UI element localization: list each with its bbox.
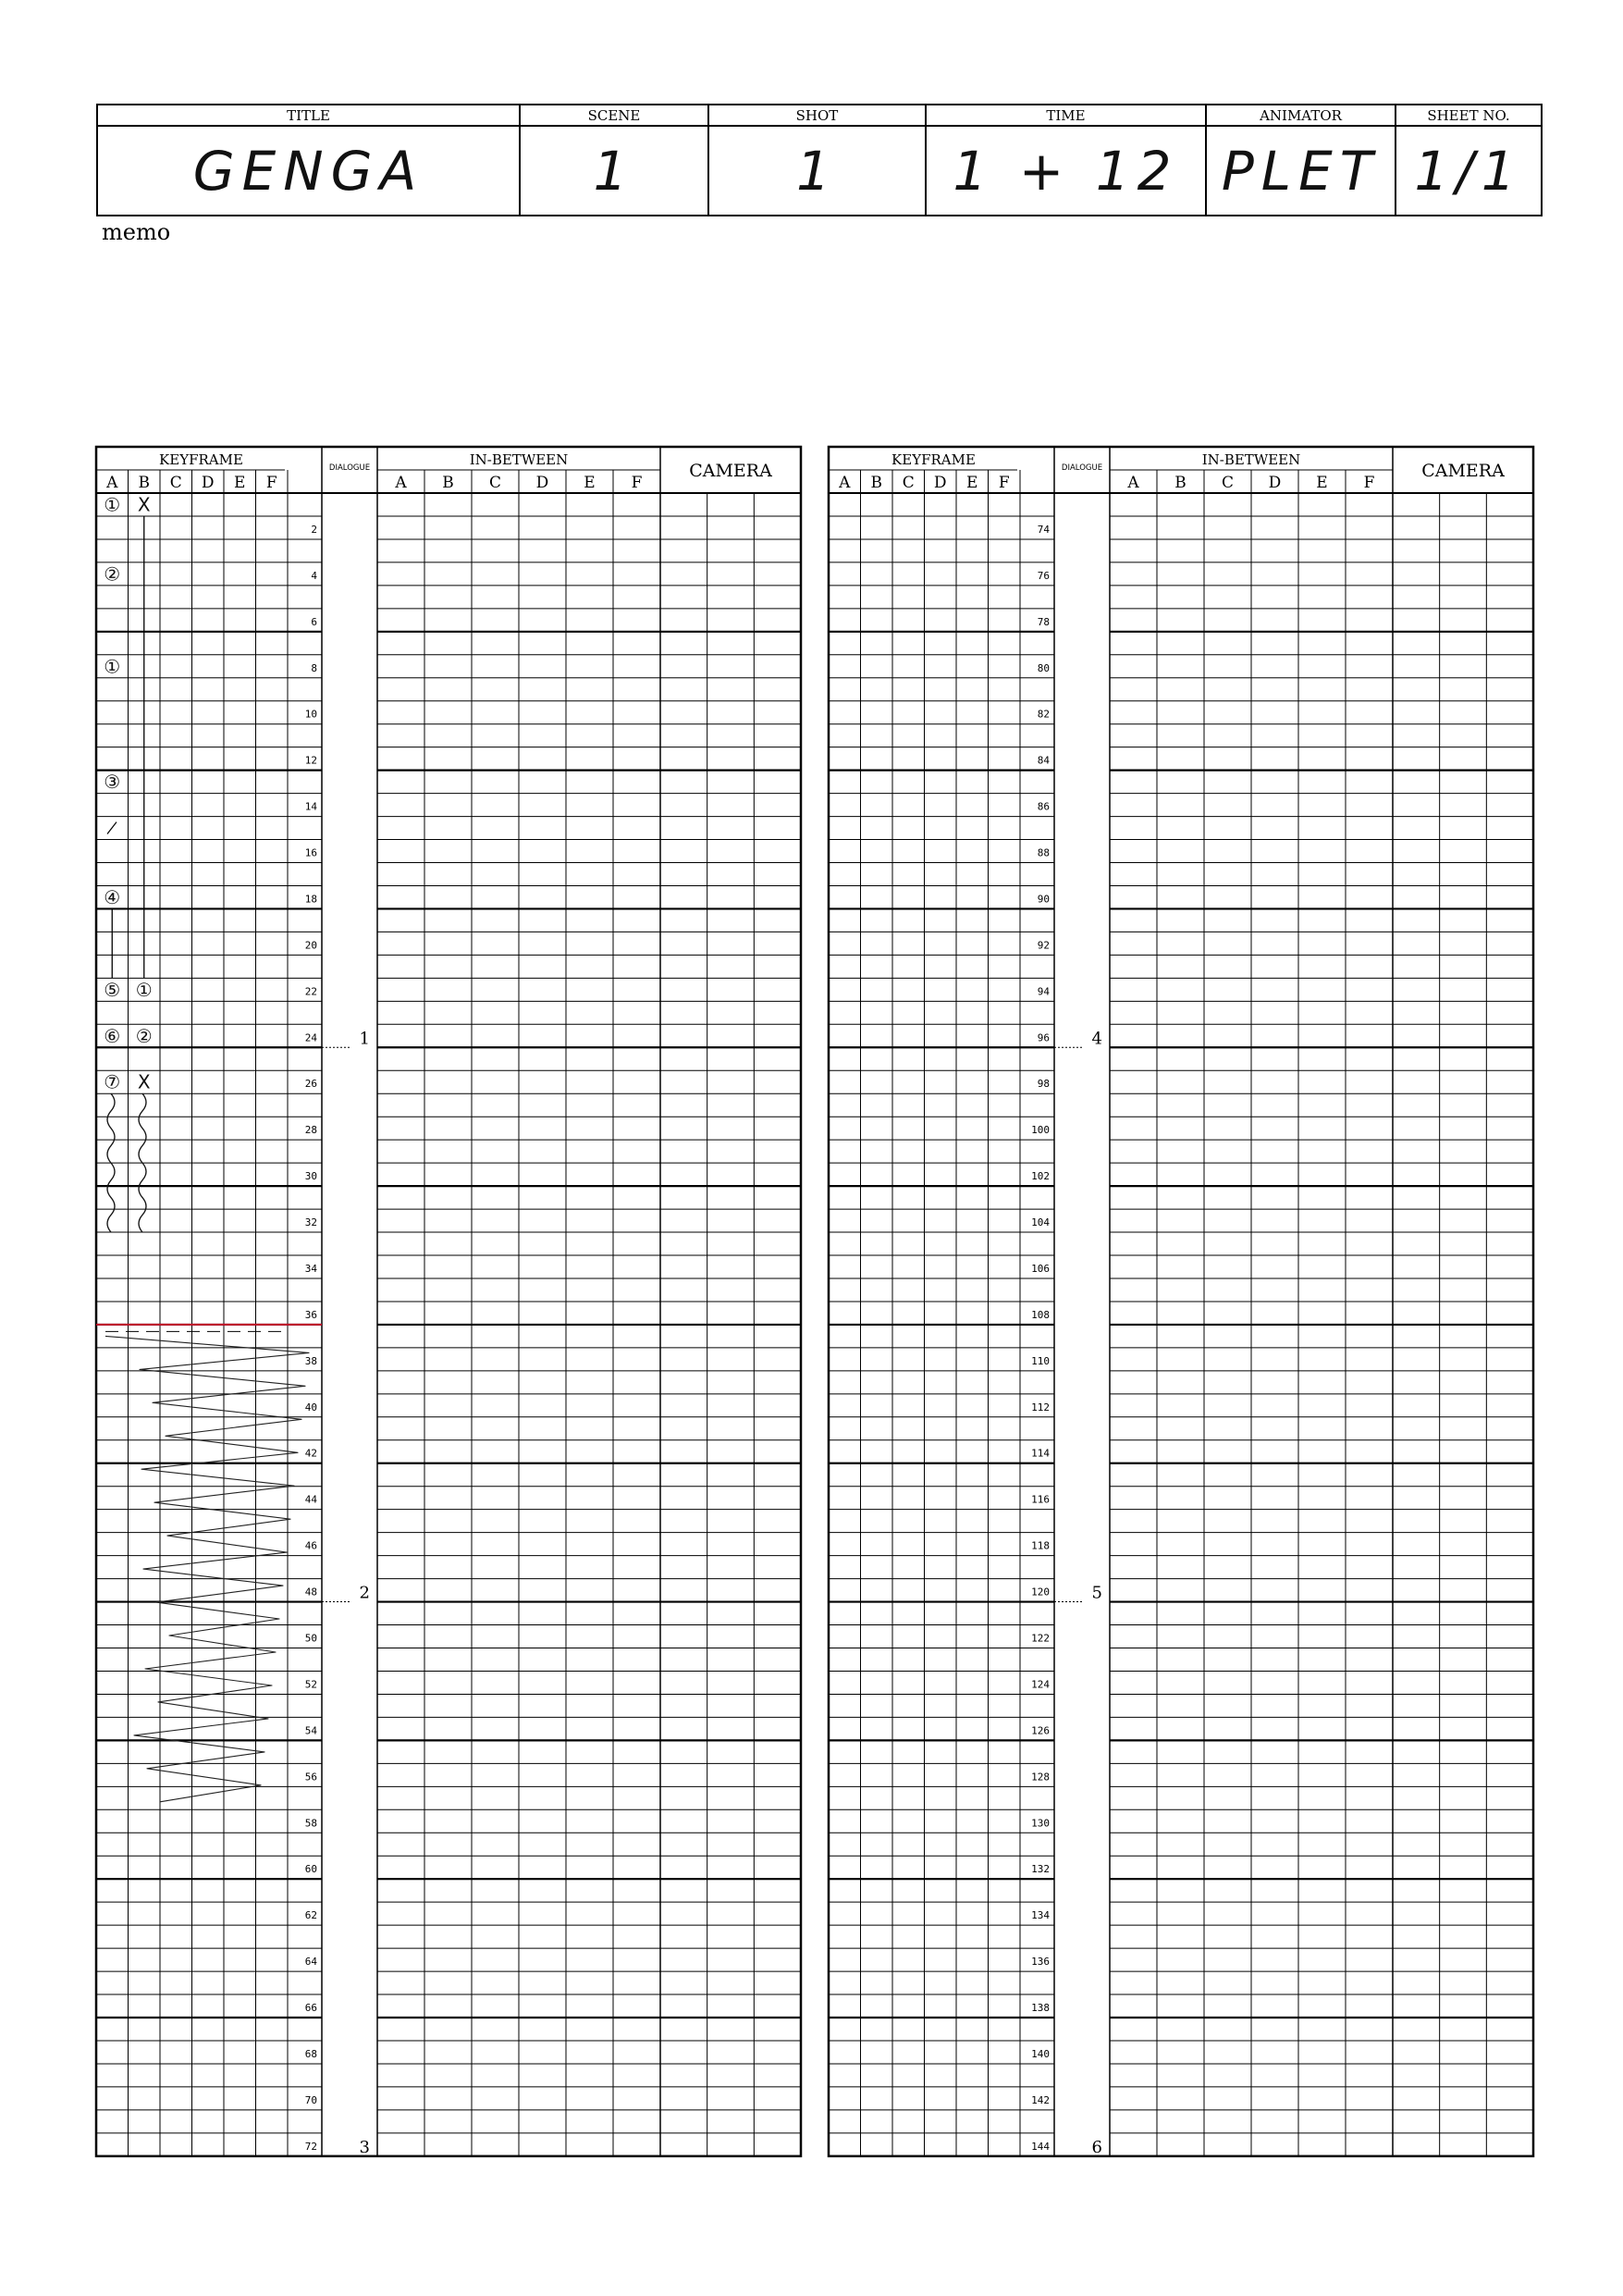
- keyframe-column-letter: A: [839, 474, 851, 492]
- second-marker: 6: [1091, 2137, 1102, 2157]
- keyframe-label: KEYFRAME: [159, 451, 243, 468]
- time-value[interactable]: 1 + 12: [926, 126, 1206, 216]
- frame-number: 64: [304, 1956, 317, 1969]
- keyframe-mark[interactable]: ⑦: [104, 1070, 121, 1093]
- frame-number: 50: [304, 1632, 317, 1645]
- inbetween-column-letter: F: [1363, 474, 1375, 492]
- keyframe-column-letter: F: [998, 474, 1010, 492]
- frame-number: 142: [1031, 2093, 1050, 2106]
- inbetween-column-letter: B: [442, 474, 454, 492]
- frame-number: 14: [304, 800, 317, 813]
- frame-number: 126: [1031, 1724, 1050, 1737]
- frame-number: 104: [1031, 1216, 1050, 1229]
- frame-number: 78: [1037, 615, 1050, 628]
- second-marker: 1: [359, 1029, 370, 1049]
- frame-number: 58: [304, 1817, 317, 1830]
- keyframe-mark[interactable]: ①: [104, 493, 121, 516]
- inbetween-column-letter: C: [1221, 474, 1235, 492]
- frame-number: 124: [1031, 1678, 1050, 1691]
- frame-number: 84: [1037, 754, 1050, 767]
- inbetween-column-letter: E: [1316, 474, 1328, 492]
- frame-number: 98: [1037, 1078, 1050, 1091]
- keyframe-mark[interactable]: X: [137, 493, 151, 516]
- frame-number: 70: [304, 2093, 317, 2106]
- frame-number: 28: [304, 1124, 317, 1137]
- dialogue-label: DIALOGUE: [328, 463, 371, 473]
- frame-number: 118: [1031, 1539, 1050, 1552]
- frame-number: 134: [1031, 1909, 1050, 1922]
- frame-number: 130: [1031, 1817, 1050, 1830]
- sheet-no-value[interactable]: 1/1: [1396, 126, 1542, 216]
- frame-number: 60: [304, 1863, 317, 1876]
- inbetween-column-letter: A: [395, 474, 407, 492]
- frame-number: 42: [304, 1447, 317, 1460]
- frame-number: 112: [1031, 1401, 1050, 1413]
- keyframe-mark[interactable]: ⑥: [104, 1024, 121, 1047]
- frame-number: 110: [1031, 1354, 1050, 1367]
- frame-number: 122: [1031, 1632, 1050, 1645]
- time-label: TIME: [926, 105, 1206, 126]
- frame-number: 76: [1037, 569, 1050, 582]
- inbetween-column-letter: B: [1174, 474, 1187, 492]
- keyframe-mark[interactable]: ②: [135, 1024, 153, 1047]
- frame-number: 94: [1037, 985, 1050, 998]
- frame-number: 92: [1037, 939, 1050, 952]
- scribble-stroke: [105, 1336, 309, 1801]
- scene-value[interactable]: 1: [520, 126, 708, 216]
- frame-number: 18: [304, 893, 317, 906]
- scene-label: SCENE: [520, 105, 708, 126]
- frame-number: 96: [1037, 1031, 1050, 1044]
- keyframe-column-letter: E: [234, 474, 246, 492]
- frame-number: 4: [311, 569, 317, 582]
- frame-number: 34: [304, 1262, 317, 1275]
- inbetween-label: IN-BETWEEN: [469, 451, 569, 468]
- keyframe-label: KEYFRAME: [891, 451, 976, 468]
- frame-number: 32: [304, 1216, 317, 1229]
- inbetween-column-letter: F: [631, 474, 643, 492]
- shot-label: SHOT: [708, 105, 926, 126]
- shot-value[interactable]: 1: [708, 126, 926, 216]
- frame-number: 8: [311, 661, 317, 674]
- title-value[interactable]: GENGA: [97, 126, 520, 216]
- keyframe-column-letter: A: [106, 474, 118, 492]
- frame-number: 102: [1031, 1170, 1050, 1183]
- memo-label: memo: [102, 219, 171, 245]
- tick-mark: [107, 822, 117, 834]
- frame-number: 108: [1031, 1308, 1050, 1321]
- keyframe-mark[interactable]: ①: [135, 978, 153, 1001]
- frame-number: 62: [304, 1909, 317, 1922]
- inbetween-column-letter: D: [535, 474, 549, 492]
- keyframe-mark[interactable]: ⑤: [104, 978, 121, 1001]
- frame-number: 80: [1037, 661, 1050, 674]
- inbetween-column-letter: C: [488, 474, 502, 492]
- frame-number: 48: [304, 1586, 317, 1599]
- frame-number: 16: [304, 846, 317, 859]
- frame-number: 72: [304, 2140, 317, 2153]
- keyframe-mark[interactable]: ②: [104, 562, 121, 586]
- frame-number: 46: [304, 1539, 317, 1552]
- frame-number: 56: [304, 1771, 317, 1784]
- keyframe-column-letter: D: [933, 474, 947, 492]
- frame-number: 36: [304, 1308, 317, 1321]
- keyframe-column-letter: D: [201, 474, 215, 492]
- animator-label: ANIMATOR: [1206, 105, 1396, 126]
- frame-number: 86: [1037, 800, 1050, 813]
- frame-number: 24: [304, 1031, 317, 1044]
- keyframe-column-letter: B: [870, 474, 882, 492]
- frame-number: 2: [311, 523, 317, 536]
- keyframe-mark[interactable]: ①: [104, 655, 121, 678]
- keyframe-column-letter: C: [169, 474, 182, 492]
- inbetween-column-letter: A: [1127, 474, 1139, 492]
- inbetween-column-letter: D: [1268, 474, 1282, 492]
- frame-number: 20: [304, 939, 317, 952]
- keyframe-mark[interactable]: X: [137, 1070, 151, 1093]
- frame-number: 66: [304, 2002, 317, 2015]
- second-marker: 5: [1091, 1583, 1102, 1603]
- camera-label: CAMERA: [689, 461, 772, 481]
- frame-number: 40: [304, 1401, 317, 1413]
- title-label: TITLE: [97, 105, 520, 126]
- keyframe-column-letter: C: [902, 474, 915, 492]
- frame-number: 44: [304, 1493, 317, 1506]
- inbetween-label: IN-BETWEEN: [1201, 451, 1301, 468]
- keyframe-column-letter: B: [138, 474, 150, 492]
- frame-number: 74: [1037, 523, 1050, 536]
- frame-number: 128: [1031, 1771, 1050, 1784]
- frame-number: 120: [1031, 1586, 1050, 1599]
- frame-number: 144: [1031, 2140, 1050, 2153]
- frame-number: 54: [304, 1724, 317, 1737]
- frame-number: 26: [304, 1078, 317, 1091]
- second-marker: 3: [359, 2137, 370, 2157]
- frame-number: 38: [304, 1354, 317, 1367]
- frame-number: 30: [304, 1170, 317, 1183]
- keyframe-column-letter: E: [966, 474, 978, 492]
- sheet-no-label: SHEET NO.: [1396, 105, 1542, 126]
- frame-number: 114: [1031, 1447, 1050, 1460]
- frame-number: 52: [304, 1678, 317, 1691]
- second-marker: 2: [359, 1583, 370, 1603]
- animator-value[interactable]: PLET: [1206, 126, 1396, 216]
- frame-number: 22: [304, 985, 317, 998]
- dialogue-label: DIALOGUE: [1061, 463, 1103, 473]
- camera-label: CAMERA: [1421, 461, 1505, 481]
- frame-number: 90: [1037, 893, 1050, 906]
- second-marker: 4: [1091, 1029, 1102, 1049]
- inbetween-column-letter: E: [584, 474, 596, 492]
- frame-number: 12: [304, 754, 317, 767]
- frame-number: 68: [304, 2047, 317, 2060]
- frame-number: 116: [1031, 1493, 1050, 1506]
- frame-number: 138: [1031, 2002, 1050, 2015]
- keyframe-mark[interactable]: ③: [104, 771, 121, 794]
- frame-number: 106: [1031, 1262, 1050, 1275]
- frame-number: 88: [1037, 846, 1050, 859]
- frame-number: 10: [304, 708, 317, 721]
- frame-number: 136: [1031, 1956, 1050, 1969]
- frame-number: 132: [1031, 1863, 1050, 1876]
- frame-number: 140: [1031, 2047, 1050, 2060]
- frame-number: 100: [1031, 1124, 1050, 1137]
- keyframe-column-letter: F: [265, 474, 277, 492]
- frame-number: 82: [1037, 708, 1050, 721]
- frame-number: 6: [311, 615, 317, 628]
- keyframe-mark[interactable]: ④: [104, 885, 121, 908]
